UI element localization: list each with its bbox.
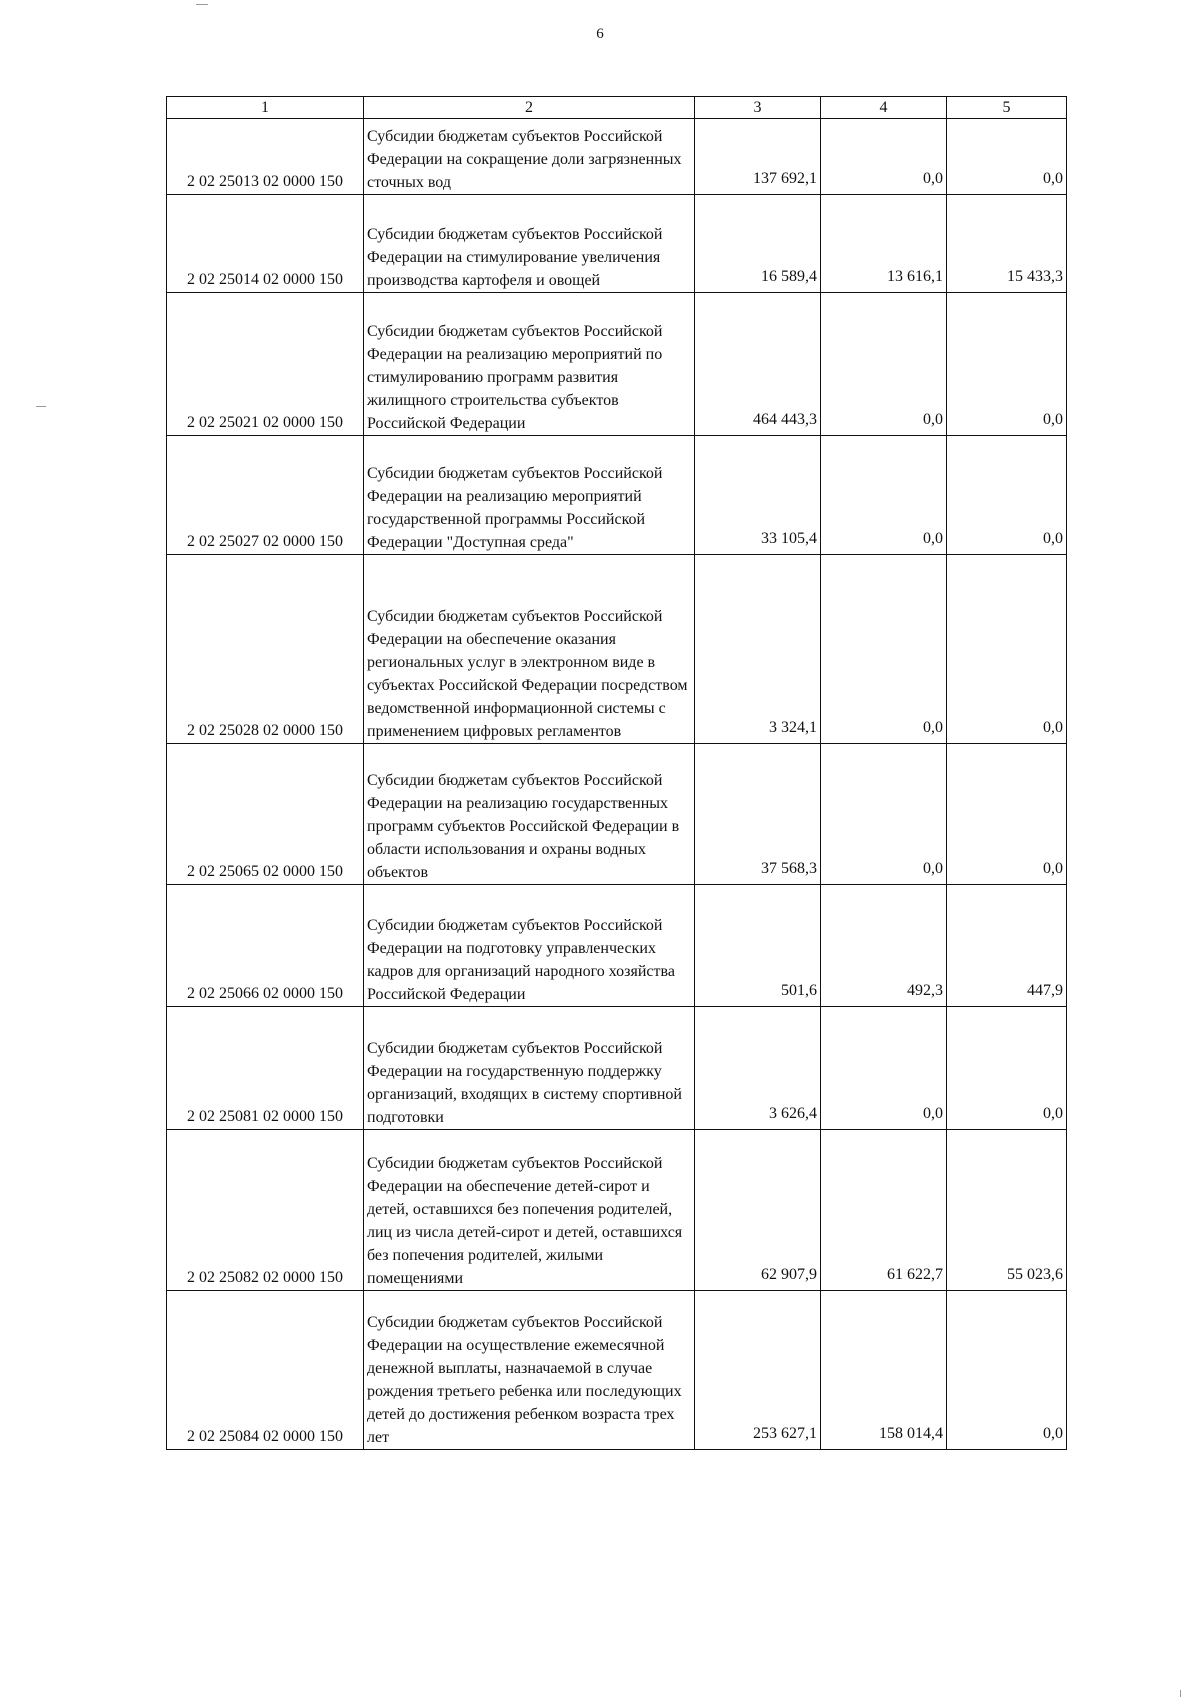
value-col4: 0,0 bbox=[821, 436, 947, 555]
budget-code: 2 02 25065 02 0000 150 bbox=[167, 744, 364, 885]
budget-code: 2 02 25066 02 0000 150 bbox=[167, 885, 364, 1007]
budget-code: 2 02 25014 02 0000 150 bbox=[167, 195, 364, 293]
row-description: Субсидии бюджетам субъектов Российской Федерации на подготовку управленческих кадров для организаций народного хозяйства Российской Федерации bbox=[364, 885, 695, 1007]
table-row bbox=[167, 195, 1067, 293]
page-number: 6 bbox=[596, 26, 604, 42]
value-col4: 0,0 bbox=[821, 293, 947, 436]
value-col5: 15 433,3 bbox=[947, 195, 1067, 293]
table-row bbox=[167, 436, 1067, 555]
value-col3: 37 568,3 bbox=[695, 744, 821, 885]
header-row bbox=[167, 97, 1067, 119]
table-row bbox=[167, 555, 1067, 744]
budget-table bbox=[166, 96, 1067, 1450]
table-row bbox=[167, 885, 1067, 1007]
value-col3: 16 589,4 bbox=[695, 195, 821, 293]
budget-code: 2 02 25084 02 0000 150 bbox=[167, 1291, 364, 1450]
value-col4: 0,0 bbox=[821, 119, 947, 195]
value-col3: 3 626,4 bbox=[695, 1007, 821, 1130]
value-col3: 501,6 bbox=[695, 885, 821, 1007]
row-description: Субсидии бюджетам субъектов Российской Федерации на реализацию мероприятий государственной программы Российской Федерации "Доступная среда" bbox=[364, 436, 695, 555]
budget-code: 2 02 25081 02 0000 150 bbox=[167, 1007, 364, 1130]
value-col4: 0,0 bbox=[821, 1007, 947, 1130]
scan-mark bbox=[36, 406, 46, 407]
value-col5: 0,0 bbox=[947, 744, 1067, 885]
table-row bbox=[167, 1130, 1067, 1291]
row-description: Субсидии бюджетам субъектов Российской Федерации на реализацию государственных программ субъектов Российской Федерации в области использования и охраны водных объектов bbox=[364, 744, 695, 885]
table-row bbox=[167, 119, 1067, 195]
value-col4: 492,3 bbox=[821, 885, 947, 1007]
column-header: 4 bbox=[821, 97, 947, 119]
value-col4: 13 616,1 bbox=[821, 195, 947, 293]
value-col5: 447,9 bbox=[947, 885, 1067, 1007]
table-row bbox=[167, 1291, 1067, 1450]
value-col5: 55 023,6 bbox=[947, 1130, 1067, 1291]
column-header: 1 bbox=[167, 97, 364, 119]
budget-code: 2 02 25028 02 0000 150 bbox=[167, 555, 364, 744]
budget-code: 2 02 25082 02 0000 150 bbox=[167, 1130, 364, 1291]
row-description: Субсидии бюджетам субъектов Российской Федерации на обеспечение детей-сирот и детей, оставшихся без попечения родителей, лиц из числа детей-сирот и детей, оставшихся без попечения родителей, жилыми помещениями bbox=[364, 1130, 695, 1291]
value-col4: 61 622,7 bbox=[821, 1130, 947, 1291]
column-header: 2 bbox=[364, 97, 695, 119]
value-col5: 0,0 bbox=[947, 555, 1067, 744]
value-col5: 0,0 bbox=[947, 119, 1067, 195]
value-col3: 3 324,1 bbox=[695, 555, 821, 744]
value-col4: 0,0 bbox=[821, 555, 947, 744]
table-row bbox=[167, 293, 1067, 436]
value-col3: 33 105,4 bbox=[695, 436, 821, 555]
row-description: Субсидии бюджетам субъектов Российской Федерации на реализацию мероприятий по стимулированию программ развития жилищного строительства субъектов Российской Федерации bbox=[364, 293, 695, 436]
value-col5: 0,0 bbox=[947, 436, 1067, 555]
value-col5: 0,0 bbox=[947, 1291, 1067, 1450]
budget-code: 2 02 25027 02 0000 150 bbox=[167, 436, 364, 555]
budget-code: 2 02 25013 02 0000 150 bbox=[167, 119, 364, 195]
column-header: 5 bbox=[947, 97, 1067, 119]
value-col4: 0,0 bbox=[821, 744, 947, 885]
row-description: Субсидии бюджетам субъектов Российской Федерации на государственную поддержку организаций, входящих в систему спортивной подготовки bbox=[364, 1007, 695, 1130]
value-col3: 253 627,1 bbox=[695, 1291, 821, 1450]
row-description: Субсидии бюджетам субъектов Российской Федерации на осуществление ежемесячной денежной выплаты, назначаемой в случае рождения третьего ребенка или последующих детей до достижения ребенком возраста трех лет bbox=[364, 1291, 695, 1450]
table-row bbox=[167, 1007, 1067, 1130]
scan-mark bbox=[1180, 1690, 1181, 1697]
value-col4: 158 014,4 bbox=[821, 1291, 947, 1450]
row-description: Субсидии бюджетам субъектов Российской Федерации на сокращение доли загрязненных сточных вод bbox=[364, 119, 695, 195]
budget-code: 2 02 25021 02 0000 150 bbox=[167, 293, 364, 436]
row-description: Субсидии бюджетам субъектов Российской Федерации на обеспечение оказания региональных услуг в электронном виде в субъектах Российской Федерации посредством ведомственной информационной системы с применением цифровых регламентов bbox=[364, 555, 695, 744]
scan-mark bbox=[196, 4, 208, 5]
value-col3: 137 692,1 bbox=[695, 119, 821, 195]
column-header: 3 bbox=[695, 97, 821, 119]
value-col5: 0,0 bbox=[947, 293, 1067, 436]
row-description: Субсидии бюджетам субъектов Российской Федерации на стимулирование увеличения производства картофеля и овощей bbox=[364, 195, 695, 293]
value-col3: 464 443,3 bbox=[695, 293, 821, 436]
value-col3: 62 907,9 bbox=[695, 1130, 821, 1291]
value-col5: 0,0 bbox=[947, 1007, 1067, 1130]
table-row bbox=[167, 744, 1067, 885]
